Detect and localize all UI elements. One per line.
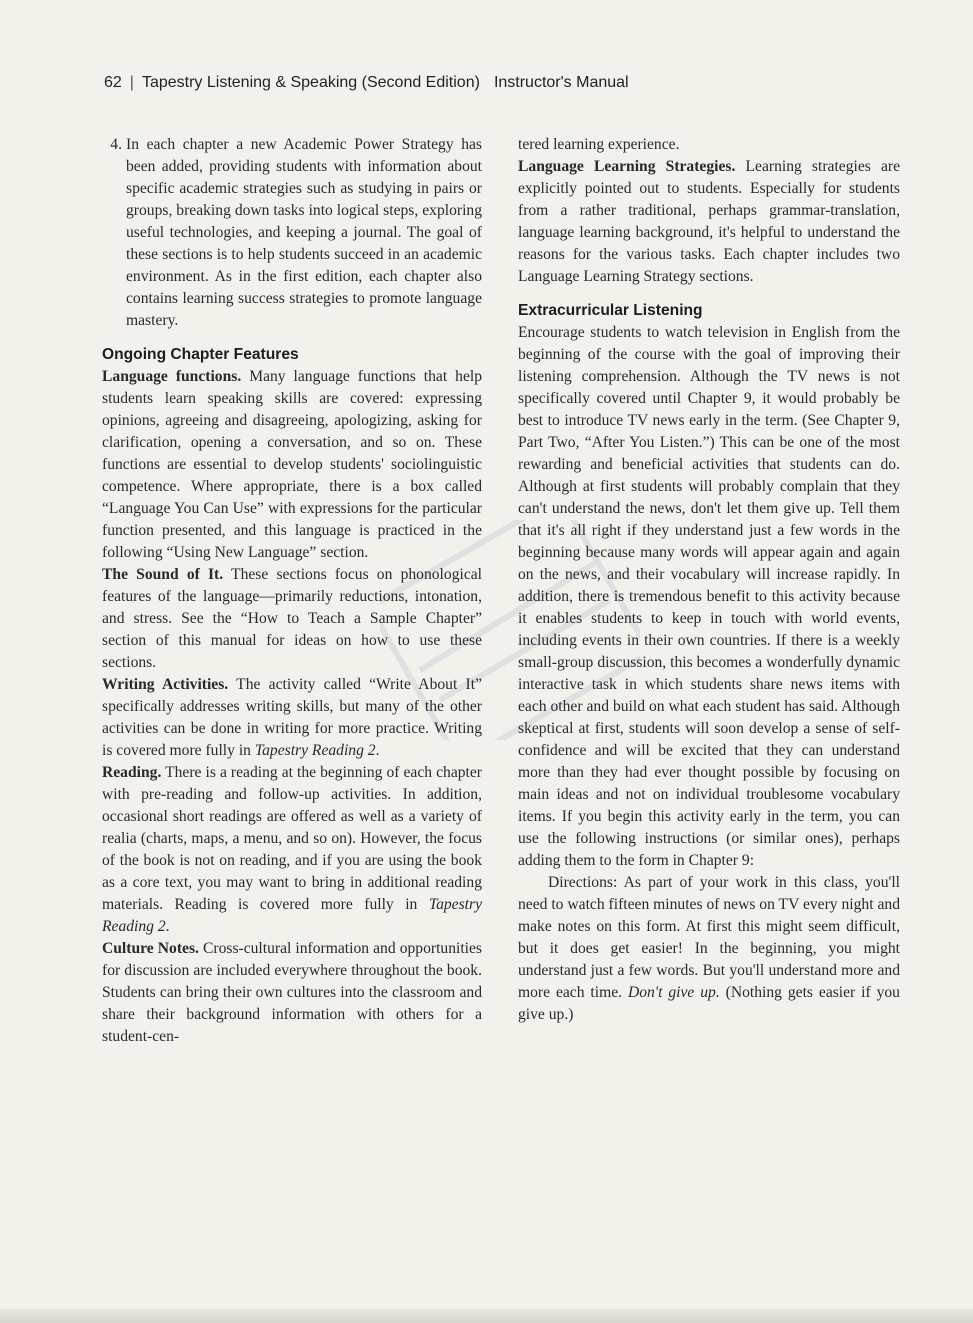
term-language-learning-strategies: Language Learning Strategies. (518, 158, 736, 175)
header-separator: | (129, 74, 134, 91)
term-reading: Reading. (102, 764, 162, 781)
page-bottom-edge (0, 1309, 973, 1323)
term-sound-of-it: The Sound of It. (102, 566, 224, 583)
text-language-functions: Many language functions that help students learn speaking skills are covered: expressing opinions, agreeing and disagreeing, apologizing, asking for clarification, opening a conversation, and so on. These functions are essential to develop students' sociolinguistic competence. Where appropriate, there is a box called “Language You Can Use” with expressions for the particular function presented, and this language is practiced in the following “Using New Language” section. (102, 368, 482, 561)
italic-title-reading: Tapestry Reading 2 (102, 896, 482, 935)
text-writing-end: . (375, 742, 380, 759)
section-heading-extracurricular: Extracurricular Listening (518, 302, 703, 319)
manual-title: Instructor's Manual (493, 74, 629, 91)
paragraph-continuation: tered learning experience. (518, 136, 680, 153)
right-column (518, 134, 900, 1026)
italic-title-writing: Tapestry Reading 2 (254, 742, 376, 759)
paragraph-writing (102, 674, 482, 762)
section-heading-ongoing: Ongoing Chapter Features (102, 346, 299, 363)
paragraph-language-functions (102, 366, 482, 564)
text-sound-of-it: These sections focus on phonological features of the language—primarily reductions, intonation, and stress. See the “How to Teach a Sample Chapter” section of this manual for ideas on how to use these sections. (102, 566, 482, 671)
paragraph-directions (518, 872, 900, 1026)
book-title: Tapestry Listening & Speaking (Second Edition) (141, 74, 480, 91)
paragraph-extracurricular: Encourage students to watch television in English from the beginning of the course with the goal of improving their listening comprehension. Although the TV news is not specifically covered until Chapter 9, it would probably be best to introduce TV news early in the term. (See Chapter 9, Part Two, “After You Listen.”) This can be one of the most rewarding and beneficial activities that students can do. Although at first students will probably complain that they can't understand the news, don't let them give up. Tell them that it's all right if they understand just a few words in the beginning because many words will appear again and again on the news, and their vocabulary will increase rapidly. In addition, there is tremendous benefit to this activity because it enables students to keep in touch with world events, including events in their own countries. If there is a weekly small-group discussion, this becomes a wonderfully dynamic interactive task in which students share news items with each other and build on what each student has said. Although skeptical at first, students will soon develop a sense of self-confidence and will be excited that they can understand more than they had ever thought possible by focusing on main ideas and not on individual troublesome vocabulary items. If you begin this activity early in the term, you can use the following instructions (or similar ones), perhaps adding them to the form in Chapter 9: (518, 324, 900, 869)
list-item-4 (102, 134, 482, 332)
paragraph-reading (102, 762, 482, 938)
text-directions: Directions: As part of your work in this class, you'll need to watch fifteen minutes of news on TV every night and make notes on this form. At first this might seem difficult, but it does get easier! In the beginning, you might understand just a few words. But you'll understand more and more each time. (518, 874, 900, 1001)
text-reading-end: . (165, 918, 170, 935)
paragraph-culture-notes (102, 938, 482, 1048)
paragraph-sound-of-it (102, 564, 482, 674)
text-language-learning-strategies: Learning strategies are explicitly pointed out to students. Especially for students from a rather traditional, perhaps grammar-translation, language learning background, it's helpful to understand the reasons for the various tasks. Each chapter includes two Language Learning Strategy sections. (518, 158, 900, 285)
term-writing: Writing Activities. (102, 676, 229, 693)
left-column (102, 134, 482, 1048)
italic-dont-give-up: Don't give up. (627, 984, 720, 1001)
text-reading: There is a reading at the beginning of each chapter with pre-reading and follow-up activities. In addition, occasional short readings are offered as well as a variety of realia (charts, maps, a menu, and so on). However, the focus of the book is not on reading, and if you are using the book as a core text, you may want to bring in additional reading materials. Reading is covered more fully in (102, 764, 482, 913)
text-directions-end: (Nothing gets easier if you give up.) (518, 984, 900, 1023)
text-writing: The activity called “Write About It” specifically addresses writing skills, but many of the other activities can be done in writing for more practice. Writing is covered more fully in (102, 676, 482, 759)
running-header (104, 74, 629, 92)
term-culture-notes: Culture Notes. (102, 940, 199, 957)
term-language-functions: Language functions. (102, 368, 242, 385)
list-number: 4. (110, 136, 122, 153)
text-culture-notes: Cross-cultural information and opportunities for discussion are included everywhere throughout the book. Students can bring their own cultures into the classroom and share their background information with others for a student-cen- (102, 940, 483, 1045)
list-item-text: In each chapter a new Academic Power Strategy has been added, providing students with information about specific academic strategies such as studying in pairs or groups, breaking down tasks into logical steps, exploring useful technologies, and keeping a journal. The goal of these sections is to help students succeed in an academic environment. As in the first edition, each chapter also contains learning success strategies to promote language mastery. (126, 136, 482, 329)
page-number: 62 (104, 74, 122, 91)
paragraph-language-learning-strategies (518, 156, 900, 288)
